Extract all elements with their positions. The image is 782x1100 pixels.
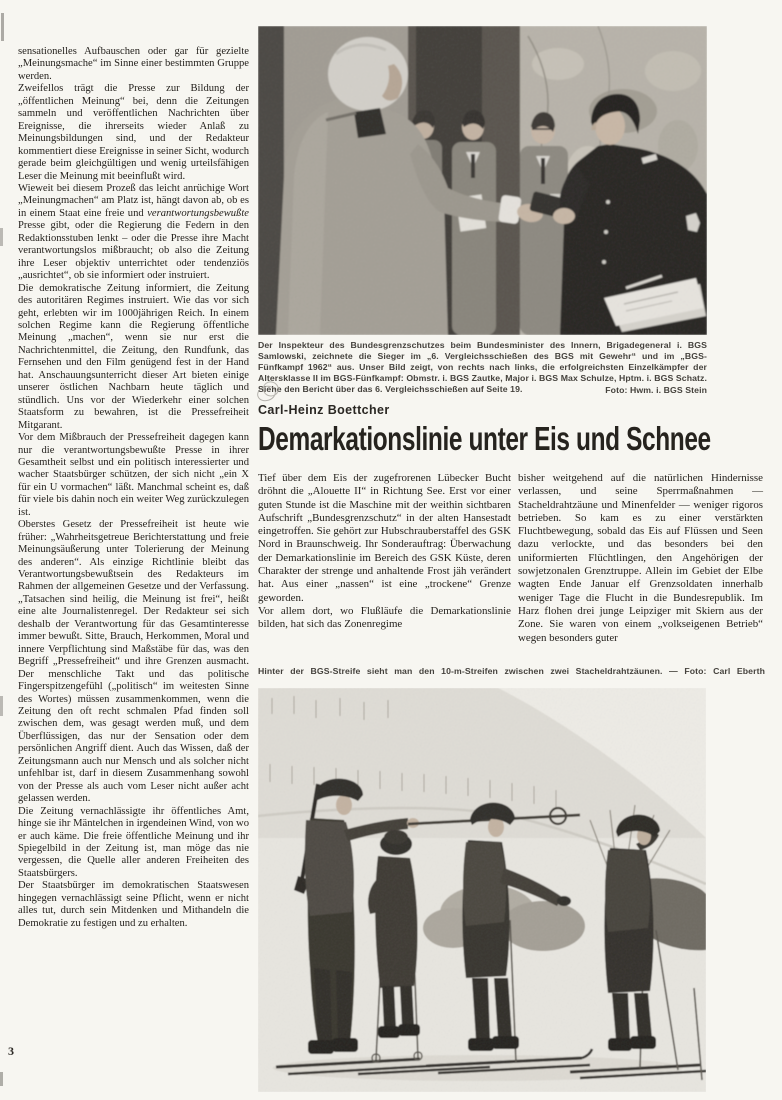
- print-artifact: [0, 1072, 3, 1086]
- paragraph: Zweifellos trägt die Presse zur Bildung der „öffentlichen Meinung“ bei, denn die Zeitungen sammeln und veröffentlichen Nachrichten über Ereignisse, die ihrerseits wieder Anlaß zu Meinungsbildungen sind, und der Redakteur kommentiert diese Ereignisse in seiner Sicht, wodurch gerade beim gleichgültigen und wenig urteilsfähigen Leser die Meinung mit beeinflußt wird.: [18, 83, 249, 182]
- paragraph: Oberstes Gesetz der Pressefreiheit ist heute wie früher: „Wahrheitsgetreue Berichterstattung und freie Meinungsäußerung unter Tolerierung der Meinung des anderen“. Als einzige Richtlinie bleibt das Verantwortungsbewußtsein des Redakteurs im Rahmen der allgemeinen Gesetze und der Verfassung. „Tatsachen sind heilig, die Meinung ist frei“, heißt eine alte Journalistenregel. Der Redakteur sei sich deshalb der Verantwortung für das Gesamtinteresse immer bewußt. Sitte, Brauch, Herkommen, Moral und innere Verpflichtung sind Maßstäbe für das, was den Begriff „Pressefreiheit“ und ihre Grenzen ausmacht. Der menschliche Takt und das politische Fingerspitzengefühl („politisch“ im weitesten Sinne des Wortes) müssen zusammenkommen, wenn die Zeitung den oft recht schmalen Pfad finden soll zwischen dem, was gesagt werden muß, und dem Überflüssigen, das nur der Sensation oder dem persönlichen Angriff dient. Auch das Wissen, daß der Zeitungsmann auch nur Mensch und als solcher nicht unfehlbar ist, darf in diesem Zusammenhang sowohl von der Presse als auch vom Leser nicht außer acht gelassen werden.: [18, 519, 249, 805]
- award-ceremony-photo: [258, 26, 707, 335]
- paragraph: [18, 183, 249, 283]
- article-author: Carl-Heinz Boettcher: [258, 403, 390, 417]
- ski-patrol-photo: [258, 688, 706, 1092]
- photo-scene: [258, 26, 707, 335]
- paragraph: Vor dem Mißbrauch der Pressefreiheit dagegen kann nur die verantwortungsbewußte Presse in ihrer Gesamtheit selbst und ein politisch interessierter und wacher Staatsbürger schützen, der sich nicht „ein X für ein U vormachen“ läßt. Manchmal scheint es, daß für viele bis dahin noch ein weiter Weg zurückzulegen ist.: [18, 432, 249, 518]
- top-photo-caption: [258, 340, 707, 396]
- photo-credit: Foto: Hwm. i. BGS Stein: [605, 384, 707, 395]
- paragraph: Der Staatsbürger im demokratischen Staatswesen hingegen vernachlässigt seine Pflicht, wenn er nicht alles tut, durch sein Mitdenken und Mithandeln die Demokratie zu festigen und zu erhalten.: [18, 880, 249, 929]
- bottom-photo-caption: Hinter der BGS-Streife sieht man den 10-m-Streifen zwischen zwei Stacheldrahtzäunen. — Foto: Carl Eberth: [258, 666, 765, 676]
- left-article-column: [18, 46, 249, 930]
- paragraph: sensationelles Aufbauschen oder gar für gezielte „Meinungsmache“ im Sinne einer bestimmten Gruppe werden.: [18, 46, 249, 82]
- print-artifact: [0, 228, 3, 246]
- article-headline: Demarkationslinie unter Eis und Schnee: [258, 420, 711, 457]
- paragraph-text: Presse gibt, oder die Regierung die Federn in den Redaktionsstuben lenkt – oder die Presse ihre Macht verantwortungslos mißbraucht; ob also die Zeitung ihre Leser objektiv unterrichtet oder tendenziös „ausrichtet“, ob sie informiert oder instruiert.: [18, 220, 249, 282]
- paragraph: bisher weitgehend auf die natürlichen Hindernisse verlassen, und seine Sperrmaßnahmen — Stacheldrahtzäune und Minenfelder — weniger rigoros betrieben. So kam es zu einer verstärkten Fluchtbewegung, sobald das Eis auf Flüssen und Seen dazu verlockte, und das besonders bei den uniformierten Flüchtlingen, den Angehörigen der sowjetzonalen Grenztruppe. Allein im Gebiet der Elbe wagten Ende Januar elf Grenzsoldaten innerhalb weniger Tage die Flucht in die Bundesrepublik. Im Harz flohen drei junge Leipziger mit Skiern aus der Zone. Sie waren von einem „volkseigenen Betrieb“ wegen besonders guter: [518, 472, 763, 644]
- photo-scene: [258, 688, 706, 1092]
- paragraph: Tief über dem Eis der zugefrorenen Lübecker Bucht dröhnt die „Alouette II“ in Richtung See. Erst vor einer guten Stunde ist die Maschine mit der weithin sichtbaren Aufschrift „Bundesgrenzschutz“ in der alten Hansestadt eingetroffen. Sie gehört zur Hubschrauberstaffel des GSK Nord in Braunschweig. Ihr Sonderauftrag: Überwachung der Demarkationslinie im Bereich des GSK Küste, deren Charakter der strenge und anhaltende Frost jäh verändert hat. Aus einer „nassen“ ist eine „trockene“ Grenze geworden.: [258, 472, 511, 604]
- print-artifact: [0, 696, 3, 716]
- print-artifact: [1, 13, 4, 41]
- article-column-2: [518, 472, 763, 645]
- paragraph: Vor allem dort, wo Flußläufe die Demarkationslinie bilden, hat sich das Zonenregime: [258, 604, 511, 631]
- emphasized-text: verantwortungsbewußte: [147, 207, 249, 219]
- paragraph: Die Zeitung vernachlässigte ihr öffentliches Amt, hinge sie ihr Mäntelchen in irgendeinen Wind, von wo er auch käme. Die freie öffentliche Meinung und ihr Spiegelbild in der Zeitung ist, man möge das nie vergessen, die Quelle aller anderen Freiheiten des Staatsbürgers.: [18, 805, 249, 879]
- paragraph-text: Wieweit bei diesem Prozeß das leicht anrüchige Wort „Meinungmachen“ am Platz ist, hängt davon ab, ob es in einem Staat eine freie und: [18, 182, 249, 219]
- article-column-1: [258, 472, 511, 632]
- paragraph: Die demokratische Zeitung informiert, die Zeitung des autoritären Regimes instruiert. Wie das vor sich geht, erlebten wir im 1000jährigen Reich. In einem solchen Regime kann die Regierung öffentliche Meinung „machen“, wenn sie nur erst die Nachrichtenmittel, die Zeitung, den Rundfunk, das Fernsehen und den Film genügend fest in der Hand hat. Anschauungsunterricht dieser Art bieten einige unserer östlichen Nachbarn heute täglich und stündlich. Uns vor der Wiederkehr einer solchen Staatsform zu bewahren, ist die Pressefreiheit Mitgarant.: [18, 282, 249, 431]
- page-number: 3: [8, 1044, 14, 1058]
- caption-text: Der Inspekteur des Bundesgrenzschutzes beim Bundesminister des Innern, Brigadegeneral i. BGS Samlowski, zeichnete die Sieger im „6. Vergleichsschießen des BGS mit Gewehr“ und im „BGS-Fünfkampf 1962“ aus. Unser Bild zeigt, von rechts nach links, die erfolgreichsten Einzelkämpfer der Altersklasse II im BGS-Fünfkampf: Obmstr. i. BGS Zautke, Major i. BGS Max Schulze, Hptm. i. BGS Schatz. Siehe den Bericht über das 6. Vergleichsschießen auf Seite 19.: [258, 340, 707, 394]
